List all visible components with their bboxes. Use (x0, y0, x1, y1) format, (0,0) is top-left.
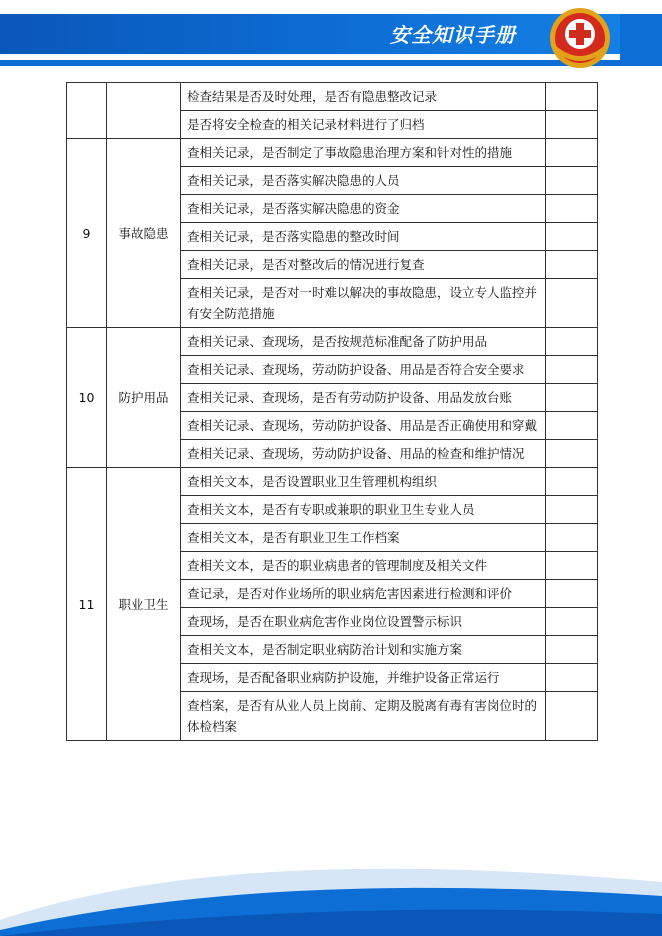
section-category: 事故隐患 (107, 139, 181, 328)
section-category (107, 83, 181, 139)
check-result-cell (546, 496, 598, 524)
check-item: 查相关记录、查现场，劳动防护设备、用品是否正确使用和穿戴 (181, 412, 546, 440)
check-result-cell (546, 440, 598, 468)
table-row (67, 139, 598, 167)
check-result-cell (546, 412, 598, 440)
check-result-cell (546, 139, 598, 167)
check-item: 是否将安全检查的相关记录材料进行了归档 (181, 111, 546, 139)
header-underline (0, 60, 620, 66)
check-item: 查相关记录、查现场，劳动防护设备、用品是否符合安全要求 (181, 356, 546, 384)
section-number: 11 (67, 468, 107, 741)
check-item: 查相关记录、查现场，是否有劳动防护设备、用品发放台账 (181, 384, 546, 412)
table-row (67, 468, 598, 496)
section-number: 9 (67, 139, 107, 328)
check-item: 查相关文本，是否制定职业病防治计划和实施方案 (181, 636, 546, 664)
check-result-cell (546, 692, 598, 741)
check-item: 查相关记录、查现场，劳动防护设备、用品的检查和维护情况 (181, 440, 546, 468)
check-result-cell (546, 664, 598, 692)
check-item: 查相关记录，是否对一时难以解决的事故隐患，设立专人监控并有安全防范措施 (181, 279, 546, 328)
check-result-cell (546, 223, 598, 251)
check-item: 查相关记录，是否制定了事故隐患治理方案和针对性的措施 (181, 139, 546, 167)
header-right-block (620, 14, 662, 66)
check-result-cell (546, 83, 598, 111)
section-category: 防护用品 (107, 328, 181, 468)
check-result-cell (546, 356, 598, 384)
check-result-cell (546, 468, 598, 496)
check-item: 查记录，是否对作业场所的职业病危害因素进行检测和评价 (181, 580, 546, 608)
check-item: 查相关记录，是否落实解决隐患的人员 (181, 167, 546, 195)
check-result-cell (546, 552, 598, 580)
check-item: 查现场，是否在职业病危害作业岗位设置警示标识 (181, 608, 546, 636)
check-item: 查相关文本，是否的职业病患者的管理制度及相关文件 (181, 552, 546, 580)
page-title: 安全知识手册 (390, 23, 516, 47)
check-item: 查相关记录，是否落实隐患的整改时间 (181, 223, 546, 251)
check-result-cell (546, 328, 598, 356)
page-header (0, 0, 662, 72)
check-item: 检查结果是否及时处理，是否有隐患整改记录 (181, 83, 546, 111)
safety-emblem-icon (548, 6, 612, 70)
check-item: 查相关文本，是否有职业卫生工作档案 (181, 524, 546, 552)
check-item: 查相关记录、查现场，是否按规范标准配备了防护用品 (181, 328, 546, 356)
section-category: 职业卫生 (107, 468, 181, 741)
table-row (67, 328, 598, 356)
check-item: 查现场，是否配备职业病防护设施，并维护设备正常运行 (181, 664, 546, 692)
check-result-cell (546, 195, 598, 223)
check-result-cell (546, 580, 598, 608)
section-number (67, 83, 107, 139)
footer-wave (0, 860, 662, 936)
check-result-cell (546, 636, 598, 664)
check-result-cell (546, 111, 598, 139)
header-bar (0, 14, 620, 54)
check-result-cell (546, 251, 598, 279)
check-result-cell (546, 279, 598, 328)
section-number: 10 (67, 328, 107, 468)
check-item: 查相关文本，是否设置职业卫生管理机构组织 (181, 468, 546, 496)
table-row (67, 83, 598, 111)
check-result-cell (546, 167, 598, 195)
check-result-cell (546, 524, 598, 552)
check-item: 查相关记录，是否对整改后的情况进行复查 (181, 251, 546, 279)
check-item: 查档案，是否有从业人员上岗前、定期及脱离有毒有害岗位时的体检档案 (181, 692, 546, 741)
check-result-cell (546, 384, 598, 412)
check-item: 查相关文本，是否有专职或兼职的职业卫生专业人员 (181, 496, 546, 524)
safety-checklist-table (66, 82, 598, 741)
check-item: 查相关记录，是否落实解决隐患的资金 (181, 195, 546, 223)
check-result-cell (546, 608, 598, 636)
